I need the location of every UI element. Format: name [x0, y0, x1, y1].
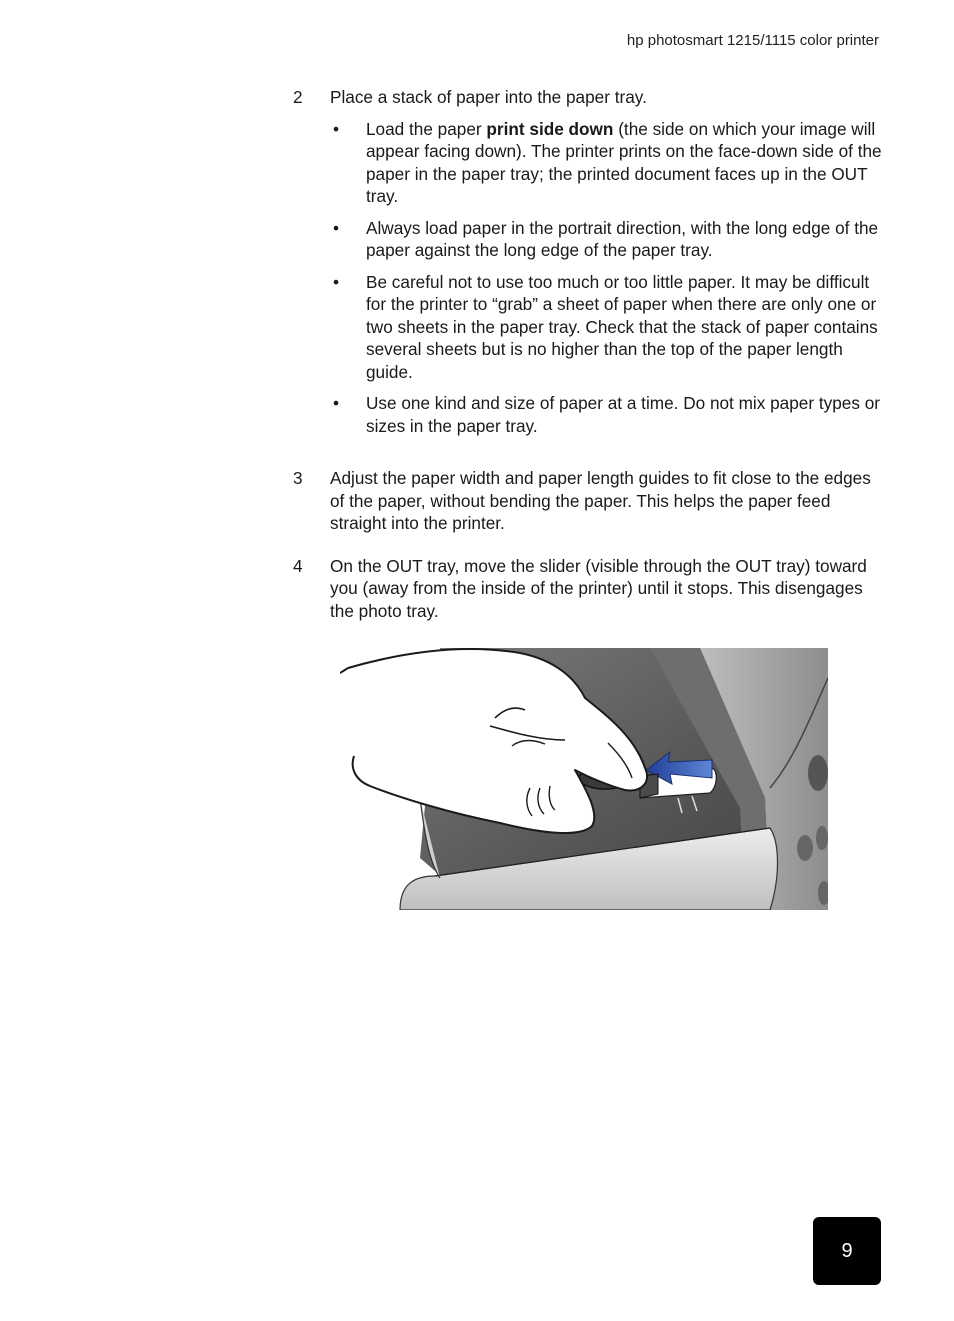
- list-item: [330, 118, 883, 208]
- step-2: [293, 86, 883, 446]
- step-number: 4: [293, 555, 303, 576]
- bullet-icon: •: [333, 393, 340, 413]
- list-item: [330, 217, 883, 262]
- list-item: [330, 392, 883, 437]
- bullet-icon: •: [333, 271, 340, 292]
- step-text: Adjust the paper width and paper length guides to fit close to the edges of the paper, without bending the paper. This helps the paper feed straight into the printer.: [330, 468, 871, 533]
- step-text: On the OUT tray, move the slider (visible through the OUT tray) toward you (away from the inside of the printer) until it stops. This disengages the photo tray.: [330, 555, 867, 621]
- printer-slider-illustration: [340, 648, 828, 910]
- step-number: 2: [293, 87, 303, 107]
- step-4: [293, 555, 883, 623]
- bullet-text-pre: Load the paper: [366, 118, 487, 139]
- bullet-text-post: (the side on which your image will appear facing down). The printer prints on the face-down side of the paper in the paper tray; the printed document faces up in the OUT tray.: [366, 118, 882, 206]
- bullet-text: Use one kind and size of paper at a time. Do not mix paper types or sizes in the paper tray.: [366, 393, 880, 436]
- bullet-text-bold: print side down: [486, 118, 614, 139]
- bullet-list: [330, 118, 883, 438]
- step-number: 3: [293, 468, 303, 488]
- bullet-text: Always load paper in the portrait direction, with the long edge of the paper against the long edge of the paper tray.: [366, 217, 879, 260]
- step-3: [293, 467, 883, 535]
- page-number-tab: 9: [813, 1217, 881, 1285]
- bullet-text: Be careful not to use too much or too little paper. It may be difficult for the printer to “grab” a sheet of paper when there are only one or two sheets in the paper tray. Check that the stack of paper contains several sheets but is no higher than the top of the paper length guide.: [366, 271, 878, 382]
- step-text: Place a stack of paper into the paper tray.: [330, 87, 647, 107]
- instructions: [293, 86, 883, 622]
- bullet-icon: •: [333, 217, 340, 238]
- running-header: hp photosmart 1215/1115 color printer: [626, 32, 879, 49]
- bullet-icon: •: [333, 118, 340, 139]
- list-item: [330, 271, 883, 384]
